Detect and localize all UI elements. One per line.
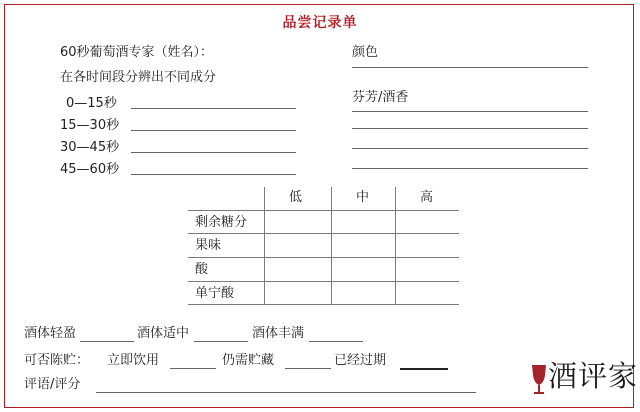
time-segment-line[interactable] [131, 130, 296, 131]
table-grid-line [188, 304, 459, 305]
brand-logo-text: 酒评家 [548, 359, 639, 393]
table-header-high: 高 [420, 190, 434, 205]
aging-past-line[interactable] [400, 368, 448, 370]
aging-drink-now-label: 立即饮用 [107, 353, 160, 368]
time-segment-label: 15—30秒 [60, 118, 120, 133]
brand-logo [528, 358, 639, 398]
table-row-label: 剩余糖分 [195, 215, 248, 230]
time-segment-line[interactable] [131, 108, 296, 109]
table-row-label: 单宁酸 [195, 286, 235, 301]
aging-cellar-line[interactable] [285, 368, 331, 369]
body-medium-label: 酒体适中 [137, 326, 190, 341]
table-grid-line [264, 187, 265, 305]
aroma-line[interactable] [352, 111, 588, 112]
aging-cellar-label: 仍需贮藏 [222, 353, 275, 368]
time-segment-line[interactable] [131, 152, 296, 153]
table-grid-line [188, 233, 459, 234]
aroma-line[interactable] [352, 128, 588, 129]
body-medium-line[interactable] [194, 341, 248, 342]
time-segment-line[interactable] [131, 174, 296, 175]
body-light-line[interactable] [80, 341, 134, 342]
color-line[interactable] [352, 67, 588, 68]
comment-label: 评语/评分 [24, 377, 81, 392]
table-grid-line [188, 281, 459, 282]
table-grid-line [188, 210, 459, 211]
table-grid-line [188, 257, 459, 258]
body-full-label: 酒体丰满 [252, 326, 305, 341]
aroma-line[interactable] [352, 148, 588, 149]
body-light-label: 酒体轻盈 [24, 326, 77, 341]
table-grid-line [331, 187, 332, 305]
table-header-low: 低 [289, 190, 303, 205]
time-segment-label: 45—60秒 [60, 162, 120, 177]
comment-line[interactable] [96, 392, 476, 393]
time-segment-label: 30—45秒 [60, 140, 120, 155]
aging-drink-now-line[interactable] [170, 368, 216, 369]
aging-past-label: 已经过期 [334, 353, 387, 368]
expert-name-label: 60秒葡萄酒专家（姓名）： [60, 45, 214, 60]
body-full-line[interactable] [309, 341, 363, 342]
table-grid-line [395, 187, 396, 305]
table-row-label: 酸 [195, 262, 209, 277]
table-header-medium: 中 [356, 190, 370, 205]
color-label: 颜色 [352, 45, 379, 60]
aroma-line[interactable] [352, 168, 588, 169]
card-title: 品尝记录单 [282, 15, 358, 31]
aging-prefix: 可否陈贮： [24, 353, 90, 368]
wine-glass-icon [528, 359, 550, 397]
aroma-label: 芬芳/酒香 [352, 90, 409, 105]
time-segment-label: 0—15秒 [66, 96, 117, 111]
tasting-table [188, 187, 459, 305]
instruction-text: 在各时间段分辨出不同成分 [60, 70, 217, 85]
table-row-label: 果味 [195, 238, 222, 253]
